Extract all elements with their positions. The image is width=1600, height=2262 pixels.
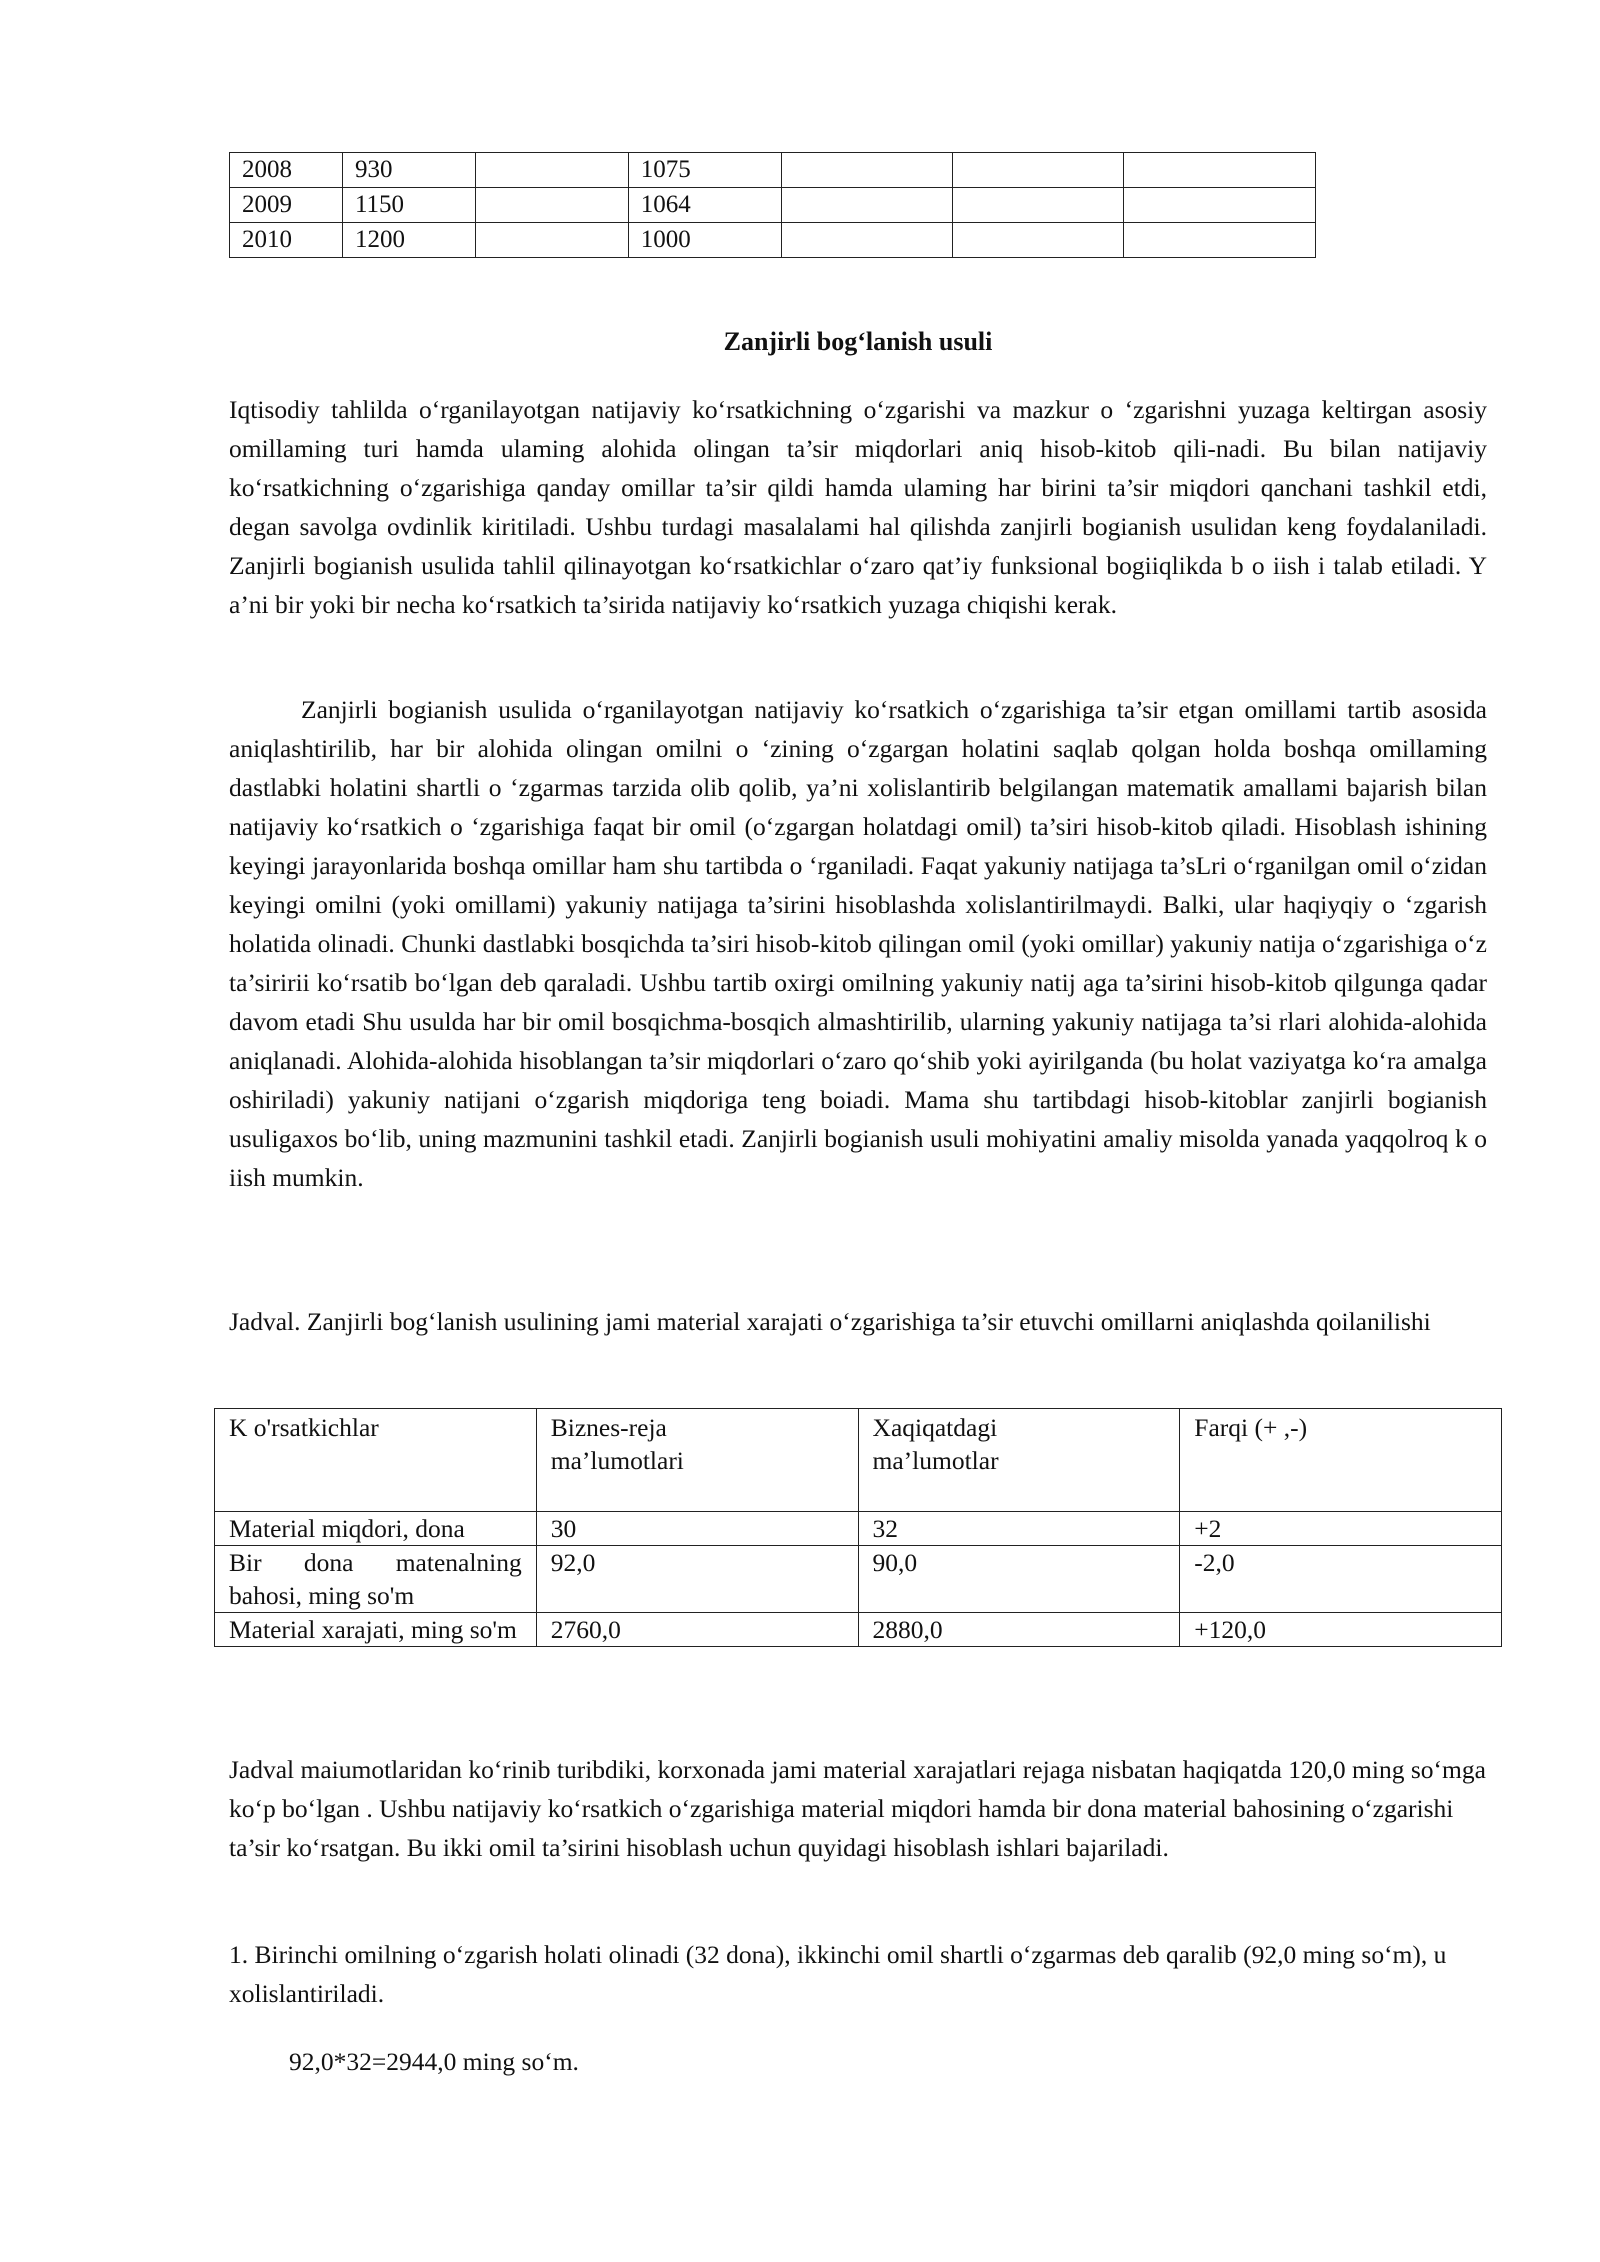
table-cell bbox=[781, 223, 953, 258]
table-row bbox=[230, 153, 1316, 188]
table-cell bbox=[1124, 153, 1316, 188]
table-cell: 32 bbox=[858, 1512, 1180, 1546]
table-cell bbox=[475, 223, 628, 258]
section-heading: Zanjirli bog‘lanish usuli bbox=[723, 327, 993, 356]
table-cell bbox=[953, 188, 1124, 223]
table-row bbox=[230, 188, 1316, 223]
table-cell: 1075 bbox=[628, 153, 781, 188]
table-cell bbox=[781, 153, 953, 188]
table-cell: 30 bbox=[536, 1512, 858, 1546]
table-cell: 930 bbox=[342, 153, 475, 188]
table-cell: 1200 bbox=[342, 223, 475, 258]
table-row bbox=[215, 1613, 1502, 1647]
paragraph-step-one: 1. Birinchi omilning o‘zgarish holati olinadi (32 dona), ikkinchi omil shartli o‘zgarmas deb qaralib (92,0 ming so‘m), u xolislantiriladi. bbox=[229, 1940, 1447, 2008]
table-cell: -2,0 bbox=[1180, 1546, 1502, 1613]
table-cell: 2008 bbox=[230, 153, 343, 188]
table-header-cell: Xaqiqatdagi ma’lumotlar bbox=[858, 1409, 1180, 1512]
yearly-data-table bbox=[229, 152, 1316, 258]
table-row bbox=[215, 1512, 1502, 1546]
paragraph-analysis: Jadval maiumotlaridan ko‘rinib turibdiki, korxonada jami material xarajatlari rejaga nisbatan haqiqatda 120,0 ming so‘mga ko‘p bo‘lgan . Ushbu natijaviy ko‘rsatkich o‘zgarishiga material miqdori hamda bir dona material bahosining o‘zgarishi ta’sir ko‘rsatgan. Bu ikki omil ta’sirini hisoblash uchun quyidagi hisoblash ishlari bajariladi. bbox=[229, 1755, 1486, 1862]
table-cell: 2009 bbox=[230, 188, 343, 223]
table-cell: 2010 bbox=[230, 223, 343, 258]
table-cell: 2880,0 bbox=[858, 1613, 1180, 1647]
table-cell bbox=[781, 188, 953, 223]
table-cell: 1064 bbox=[628, 188, 781, 223]
table-cell: +120,0 bbox=[1180, 1613, 1502, 1647]
table-cell bbox=[475, 153, 628, 188]
table-row bbox=[215, 1546, 1502, 1613]
table-cell: 2760,0 bbox=[536, 1613, 858, 1647]
paragraph-method: Zanjirli bogianish usulida o‘rganilayotgan natijaviy ko‘rsatkich o‘zgarishiga ta’sir etgan omillami tartib asosida aniqlashtirilib, har bir alohida olingan omilni o ‘zining o‘zgargan holatini saqlab qolgan holda boshqa omillaming dastlabki holatini shartli o ‘zgarmas tarzida olib qolib, ya’ni xolislantirib belgilangan matematik amallami bajarish bilan natijaviy ko‘rsatkich o ‘zgarishiga faqat bir omil (o‘zgargan holatdagi omil) ta’siri hisob-kitob qiladi. Hisoblash ishining keyingi jarayonlarida boshqa omillar ham shu tartibda o ‘rganiladi. Faqat yakuniy natijaga ta’sLri o‘rganilgan omil o‘zidan keyingi omilni (yoki omillami) yakuniy natijaga ta’sirini hisoblashda xolislantirilmaydi. Balki, ular haqiyqiy o ‘zgarish holatida olinadi. Chunki dastlabki bosqichda ta’siri hisob-kitob qilingan omil (yoki omillar) yakuniy natija o‘zgarishiga o‘z ta’siririi ko‘rsatib bo‘lgan deb qaraladi. Ushbu tartib oxirgi omilning yakuniy natij aga ta’sirini hisob-kitob qilgunga qadar davom etadi Shu usulda har bir omil bosqichma-bosqich almashtirilib, ularning yakuniy natijaga ta’si rlari alohida-alohida aniqlanadi. Alohida-alohida hisoblangan ta’sir miqdorlari o‘zaro qo‘shib yoki ayirilganda (bu holat vaziyatga ko‘ra amalga oshiriladi) yakuniy natijani o‘zgarish miqdoriga teng boiadi. Mama shu tartibdagi hisob-kitoblar zanjirli bogianish usuligaxos bo‘lib, uning mazmunini tashkil etadi. Zanjirli bogianish usuli mohiyatini amaliy misolda yanada yaqqolroq k o iish mumkin. bbox=[229, 695, 1487, 1192]
table-header-row bbox=[215, 1409, 1502, 1512]
table-cell bbox=[953, 153, 1124, 188]
table-cell: Material xarajati, ming so'm bbox=[215, 1613, 537, 1647]
table-caption: Jadval. Zanjirli bog‘lanish usulining jami material xarajati o‘zgarishiga ta’sir etuvchi omillarni aniqlashda qoilanilishi bbox=[229, 1307, 1431, 1336]
table-header-cell: Biznes-reja ma’lumotlari bbox=[536, 1409, 858, 1512]
material-cost-table bbox=[214, 1408, 1502, 1647]
table-cell: 1000 bbox=[628, 223, 781, 258]
table-cell bbox=[1124, 223, 1316, 258]
table-cell bbox=[953, 223, 1124, 258]
table-cell: 92,0 bbox=[536, 1546, 858, 1613]
table-header-cell: Farqi (+ ,-) bbox=[1180, 1409, 1502, 1512]
table-cell bbox=[1124, 188, 1316, 223]
table-row bbox=[230, 223, 1316, 258]
table-cell: 1150 bbox=[342, 188, 475, 223]
table-cell bbox=[475, 188, 628, 223]
table-cell: Bir dona matenalning bahosi, ming so'm bbox=[215, 1546, 537, 1613]
table-cell: 90,0 bbox=[858, 1546, 1180, 1613]
calculation-formula: 92,0*32=2944,0 ming so‘m. bbox=[289, 2047, 579, 2076]
paragraph-intro: Iqtisodiy tahlilda o‘rganilayotgan natijaviy ko‘rsatkichning o‘zgarishi va mazkur o ‘zgarishni yuzaga keltirgan asosiy omillaming turi hamda ulaming alohida olingan ta’sir miqdorlari aniq hisob-kitob qili-nadi. Bu bilan natijaviy ko‘rsatkichning o‘zgarishiga qanday omillar ta’sir qildi hamda ulaming har birini ta’sir miqdori qanchani tashkil etdi, degan savolga ovdinlik kiritiladi. Ushbu turdagi masalalami hal qilishda zanjirli bogianish usulidan keng foydalaniladi. Zanjirli bogianish usulida tahlil qilinayotgan ko‘rsatkichlar o‘zaro qat’iy funksional bogiiqlikda b o iish i talab etiladi. Y a’ni bir yoki bir necha ko‘rsatkich ta’sirida natijaviy ko‘rsatkich yuzaga chiqishi kerak. bbox=[229, 395, 1487, 619]
table-cell: +2 bbox=[1180, 1512, 1502, 1546]
table-header-cell: K o'rsatkichlar bbox=[215, 1409, 537, 1512]
table-cell: Material miqdori, dona bbox=[215, 1512, 537, 1546]
